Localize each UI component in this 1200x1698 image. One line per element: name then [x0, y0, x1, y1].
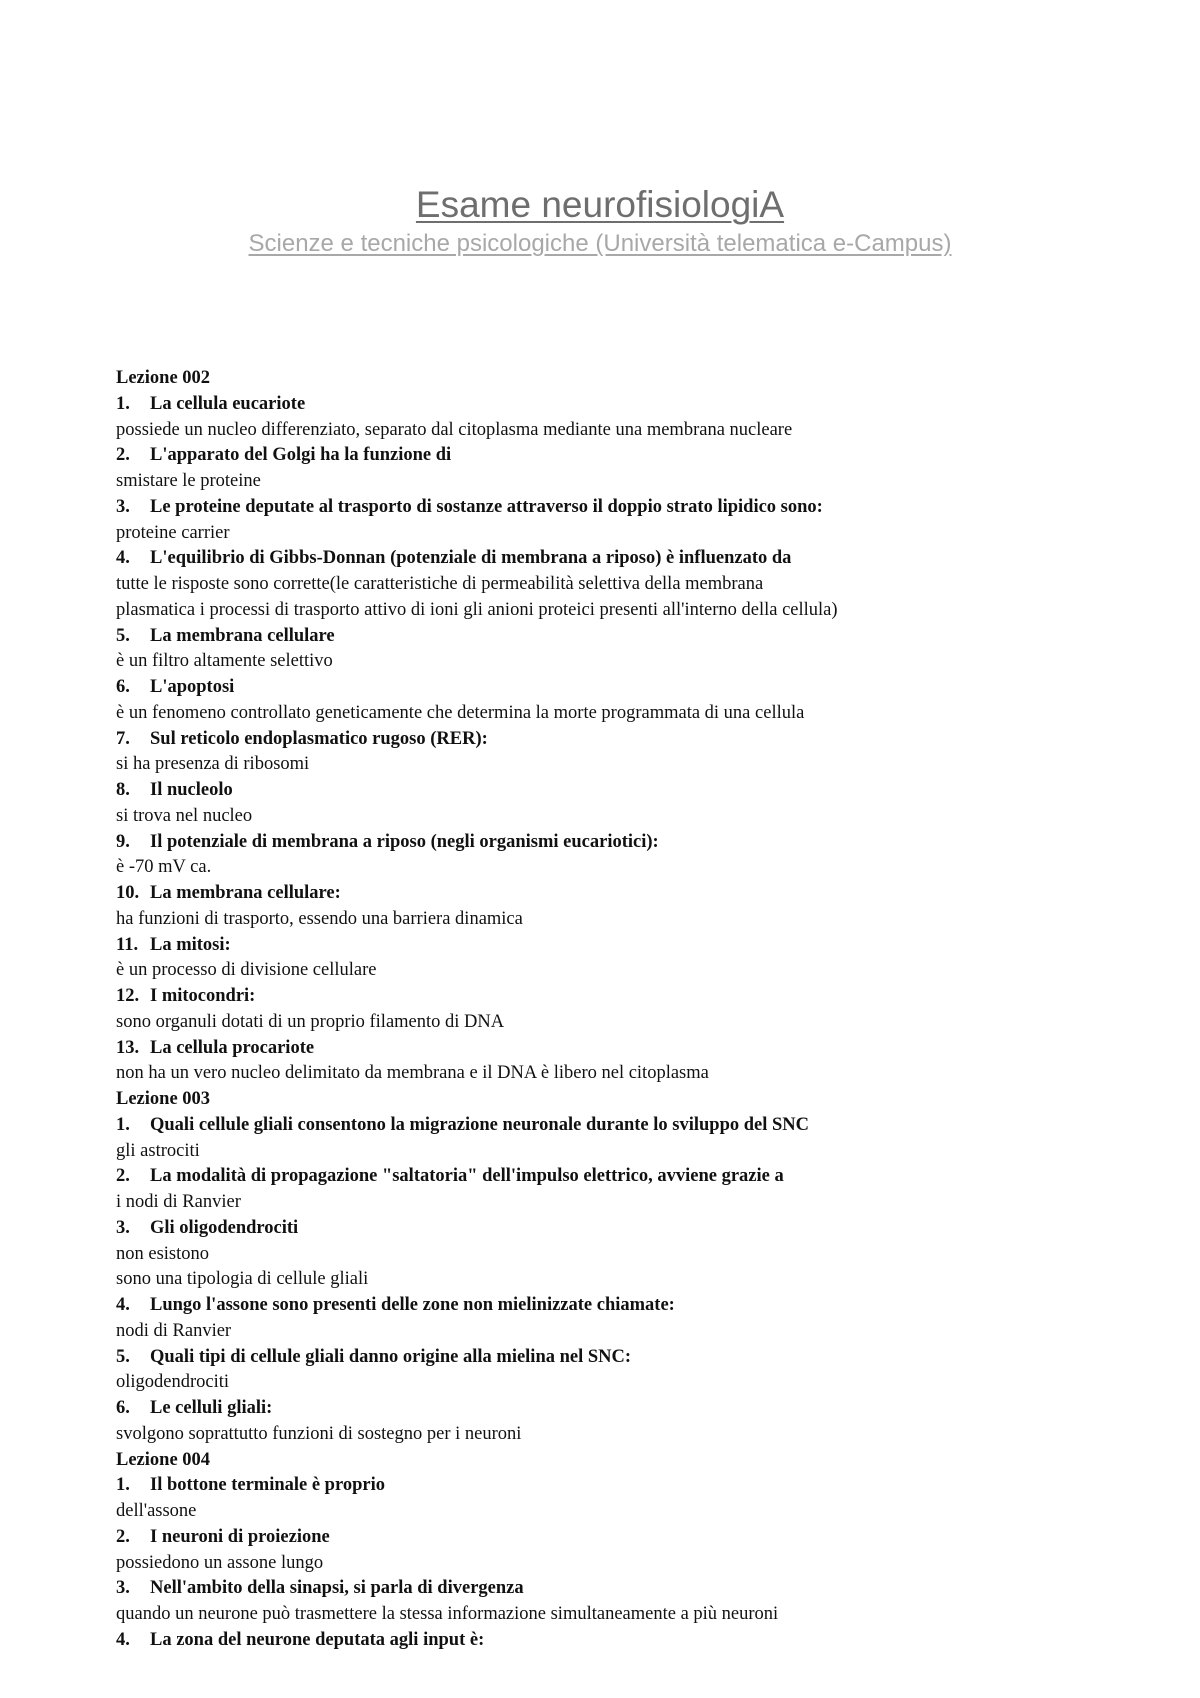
question-text: L'apparato del Golgi ha la funzione di [150, 445, 452, 466]
answer-text: sono organuli dotati di un proprio filamento di DNA [116, 1011, 505, 1032]
document-subtitle: Scienze e tecniche psicologiche (Università telematica e-Campus) [248, 230, 952, 257]
question-item [116, 984, 1116, 1010]
question-number: 4. [116, 1629, 130, 1650]
question-item [116, 1525, 1116, 1551]
question-number: 2. [116, 1526, 130, 1547]
question-text: L'equilibrio di Gibbs-Donnan (potenziale di membrana a riposo) è influenzato da [150, 548, 792, 569]
answer-text: i nodi di Ranvier [116, 1192, 241, 1212]
question-number: 4. [116, 548, 130, 569]
answer-text: quando un neurone può trasmettere la stessa informazione simultaneamente a più neuroni [116, 1604, 779, 1624]
question-item [116, 1396, 1116, 1422]
question-number: 1. [116, 1475, 130, 1496]
document-header [0, 183, 1200, 259]
answer-text: nodi di Ranvier [116, 1320, 232, 1341]
answer-text: si ha presenza di ribosomi [116, 754, 310, 775]
question-text: I mitocondri: [150, 986, 256, 1006]
question-item [116, 624, 1116, 650]
question-number: 8. [116, 780, 130, 800]
question-item [116, 778, 1116, 804]
question-item [116, 1036, 1116, 1062]
question-item [116, 392, 1116, 418]
question-number: 2. [116, 445, 130, 466]
question-text: Sul reticolo endoplasmatico rugoso (RER): [150, 728, 488, 749]
answer-text: è un fenomeno controllato geneticamente che determina la morte programmata di una cellula [116, 702, 805, 723]
question-item [116, 830, 1116, 856]
question-text: La zona del neurone deputata agli input è: [150, 1629, 485, 1650]
question-text: Le proteine deputate al trasporto di sostanze attraverso il doppio strato lipidico sono: [150, 496, 823, 517]
question-list [116, 366, 1116, 1654]
question-item [116, 495, 1116, 521]
answer-text: non ha un vero nucleo delimitato da membrana e il DNA è libero nel citoplasma [116, 1063, 709, 1084]
lesson-heading: Lezione 002 [116, 368, 211, 388]
answer-text: plasmatica i processi di trasporto attivo di ioni gli anioni proteici presenti all'interno della cellula) [116, 599, 838, 620]
question-item [116, 1113, 1116, 1139]
question-text: Quali tipi di cellule gliali danno origine alla mielina nel SNC: [150, 1346, 632, 1367]
question-text: La modalità di propagazione "saltatoria" dell'impulso elettrico, avviene grazie a [150, 1166, 784, 1187]
question-number: 2. [116, 1166, 130, 1187]
question-number: 5. [116, 625, 130, 646]
question-text: Nell'ambito della sinapsi, si parla di divergenza [150, 1578, 524, 1599]
document-title: Esame neurofisiologiA [415, 184, 785, 225]
answer-text: proteine carrier [116, 522, 230, 543]
question-item [116, 933, 1116, 959]
question-item [116, 1576, 1116, 1602]
answer-text: è -70 mV ca. [116, 857, 212, 878]
question-item [116, 1628, 1116, 1654]
question-number: 11. [116, 934, 139, 955]
question-item [116, 1293, 1116, 1319]
question-text: La mitosi: [150, 934, 231, 955]
question-text: I neuroni di proiezione [150, 1526, 330, 1547]
lesson-heading: Lezione 004 [116, 1449, 211, 1470]
question-item [116, 546, 1116, 572]
question-number: 6. [116, 677, 130, 697]
question-item [116, 1164, 1116, 1190]
question-text: L'apoptosi [150, 677, 235, 697]
question-item [116, 1473, 1116, 1499]
answer-text: è un filtro altamente selettivo [116, 651, 333, 672]
answer-text: non esistono [116, 1243, 210, 1264]
answer-text: sono una tipologia di cellule gliali [116, 1269, 369, 1290]
question-number: 6. [116, 1398, 130, 1418]
question-text: La cellula procariote [150, 1037, 315, 1058]
question-text: Lungo l'assone sono presenti delle zone non mielinizzate chiamate: [150, 1295, 675, 1315]
answer-text: oligodendrociti [116, 1372, 230, 1393]
answer-text: possiede un nucleo differenziato, separato dal citoplasma mediante una membrana nucleare [116, 419, 793, 440]
question-number: 5. [116, 1346, 130, 1367]
question-number: 13. [116, 1037, 140, 1058]
question-text: Gli oligodendrociti [150, 1217, 299, 1238]
question-number: 3. [116, 496, 130, 517]
answer-text: ha funzioni di trasporto, essendo una barriera dinamica [116, 908, 523, 929]
question-text: Il potenziale di membrana a riposo (negli organismi eucariotici): [150, 831, 659, 852]
question-number: 1. [116, 393, 130, 414]
question-number: 4. [116, 1295, 130, 1315]
answer-text: smistare le proteine [116, 471, 261, 491]
question-text: La cellula eucariote [150, 393, 306, 414]
question-item [116, 727, 1116, 753]
answer-text: possiedono un assone lungo [116, 1552, 324, 1573]
question-item [116, 1345, 1116, 1371]
question-text: Il bottone terminale è proprio [150, 1475, 385, 1496]
answer-text: dell'assone [116, 1501, 197, 1521]
question-text: La membrana cellulare: [150, 883, 341, 903]
answer-text: tutte le risposte sono corrette(le caratteristiche di permeabilità selettiva della membrana [116, 574, 764, 594]
question-text: La membrana cellulare [150, 625, 335, 646]
answer-text: svolgono soprattutto funzioni di sostegno per i neuroni [116, 1423, 522, 1444]
question-number: 12. [116, 986, 140, 1006]
question-number: 3. [116, 1217, 130, 1238]
question-item [116, 1216, 1116, 1242]
question-text: Quali cellule gliali consentono la migrazione neuronale durante lo sviluppo del SNC [150, 1114, 810, 1135]
question-item [116, 881, 1116, 907]
question-text: Le celluli gliali: [150, 1398, 273, 1418]
answer-text: gli astrociti [116, 1140, 200, 1161]
question-number: 10. [116, 883, 140, 903]
question-text: Il nucleolo [150, 780, 233, 800]
answer-text: è un processo di divisione cellulare [116, 960, 377, 981]
answer-text: si trova nel nucleo [116, 805, 253, 826]
question-item [116, 675, 1116, 701]
question-item [116, 443, 1116, 469]
question-number: 3. [116, 1578, 130, 1599]
question-number: 7. [116, 728, 130, 749]
lesson-heading: Lezione 003 [116, 1089, 211, 1109]
question-number: 9. [116, 831, 130, 852]
question-number: 1. [116, 1114, 130, 1135]
